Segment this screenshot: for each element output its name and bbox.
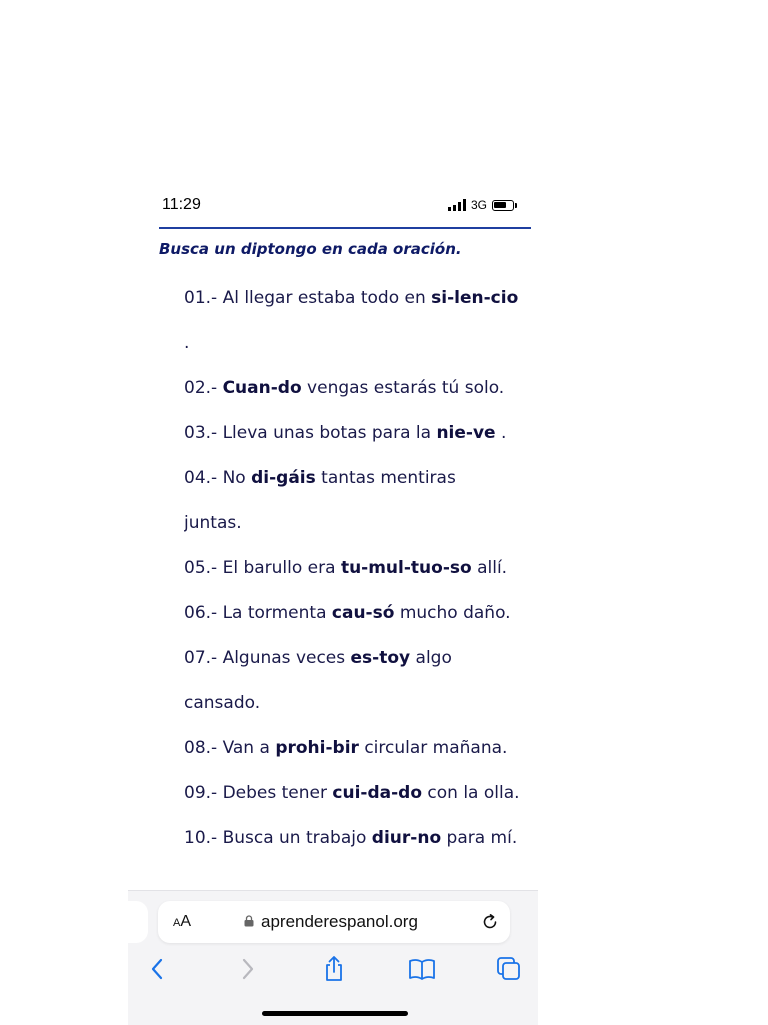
exercise-line: 05.- El barullo era tu-mul-tuo-so allí. [184, 558, 508, 578]
exercise-line: 06.- La tormenta cau-só mucho daño. [184, 603, 511, 623]
share-icon [322, 955, 346, 983]
exercise-instruction: Busca un diptongo en cada oración. [159, 240, 462, 258]
exercise-line: 02.- Cuan-do vengas estarás tú solo. [184, 378, 505, 398]
exercise-line: 09.- Debes tener cui-da-do con la olla. [184, 783, 520, 803]
chevron-left-icon [148, 957, 168, 981]
bookmarks-button[interactable] [408, 955, 436, 983]
home-indicator[interactable] [262, 1011, 408, 1016]
diphthong-word: cau-só [331, 603, 395, 623]
exercise-line: cansado. [184, 693, 261, 713]
status-bar [128, 190, 538, 220]
title-divider [159, 227, 531, 229]
exercise-line: 10.- Busca un trabajo diur-no para mí. [184, 828, 518, 848]
diphthong-word: si-len-cio [431, 288, 519, 308]
diphthong-word: tu-mul-tuo-so [340, 558, 472, 578]
browser-toolbar [128, 890, 538, 1025]
text-size-button[interactable]: AA [173, 913, 192, 930]
exercise-line: juntas. [184, 513, 242, 533]
diphthong-word: nie-ve [436, 423, 496, 443]
diphthong-word: diur-no [371, 828, 442, 848]
previous-tab-preview[interactable] [128, 901, 148, 943]
share-button[interactable] [320, 955, 348, 983]
diphthong-word: cui-da-do [332, 783, 422, 803]
diphthong-word: Cuan-do [222, 378, 302, 398]
forward-button[interactable] [233, 955, 261, 983]
battery-icon [492, 200, 514, 211]
exercise-line: . [184, 333, 190, 353]
tabs-button[interactable] [495, 955, 523, 983]
back-button[interactable] [144, 955, 172, 983]
reload-icon[interactable] [480, 912, 500, 932]
book-icon [408, 957, 436, 981]
chevron-right-icon [237, 957, 257, 981]
address-bar[interactable] [158, 901, 510, 943]
url-text[interactable]: aprenderespanol.org [261, 912, 418, 931]
exercise-line: 08.- Van a prohi-bir circular mañana. [184, 738, 508, 758]
status-time: 11:29 [162, 196, 201, 213]
exercise-line: 01.- Al llegar estaba todo en si-len-cio [184, 288, 519, 308]
network-type: 3G [471, 198, 488, 212]
exercise-line: 04.- No di-gáis tantas mentiras [184, 468, 456, 488]
exercise-line: 03.- Lleva unas botas para la nie-ve . [184, 423, 507, 443]
tabs-icon [496, 956, 522, 982]
signal-icon [448, 199, 466, 211]
diphthong-word: prohi-bir [275, 738, 359, 758]
exercise-line: 07.- Algunas veces es-toy algo [184, 648, 452, 668]
diphthong-word: di-gáis [251, 468, 316, 488]
diphthong-word: es-toy [350, 648, 411, 668]
lock-icon [244, 915, 254, 927]
